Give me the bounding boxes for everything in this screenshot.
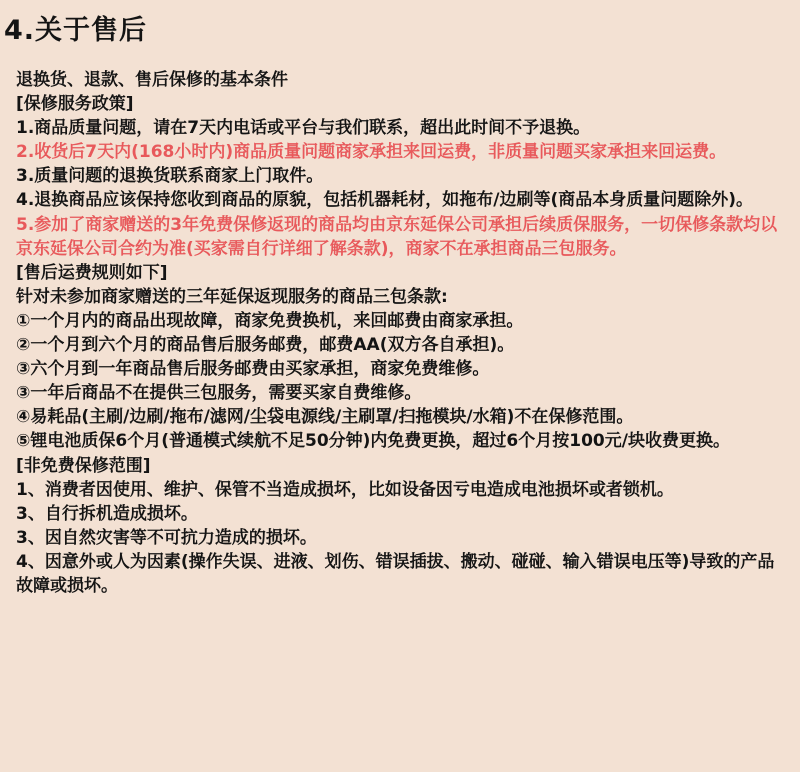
- policy-line-highlight: 2.收货后7天内(168小时内)商品质量问题商家承担来回运费，非质量问题买家承担来回运费。: [16, 142, 727, 163]
- policy-line: 1.商品质量问题，请在7天内电话或平台与我们联系，超出此时间不予退换。: [16, 118, 591, 139]
- policy-line: ③六个月到一年商品售后服务邮费由买家承担，商家免费维修。: [16, 359, 490, 380]
- policy-line: 3、自行拆机造成损坏。: [16, 503, 198, 524]
- policy-line: ①一个月内的商品出现故障，商家免费换机，来回邮费由商家承担。: [16, 310, 524, 331]
- policy-line: [售后运费规则如下]: [16, 262, 168, 283]
- policy-line: ④易耗品(主刷/边刷/拖布/滤网/尘袋电源线/主刷罩/扫拖模块/水箱)不在保修范围。: [16, 407, 634, 428]
- policy-line: 针对未参加商家赠送的三年延保返现服务的商品三包条款:: [16, 286, 448, 307]
- policy-line: 退换货、退款、售后保修的基本条件: [16, 70, 288, 90]
- policy-line: ②一个月到六个月的商品售后服务邮费，邮费AA(双方各自承担)。: [16, 335, 515, 356]
- policy-line: 4、因意外或人为因素(操作失误、进液、划伤、错误插拔、搬动、碰碰、输入错误电压等)导致的产品故障或损坏。: [16, 551, 775, 596]
- policy-line: ③一年后商品不在提供三包服务，需要买家自费维修。: [16, 383, 422, 404]
- section-heading: 4.关于售后: [4, 15, 148, 46]
- policy-line: ⑤锂电池质保6个月(普通模式续航不足50分钟)内免费更换，超过6个月按100元/块收费更换。: [16, 431, 730, 452]
- policy-line: [非免费保修范围]: [16, 455, 151, 476]
- policy-line: [保修服务政策]: [16, 94, 134, 115]
- policy-line: 4.退换商品应该保持您收到商品的原貌，包括机器耗材，如拖布/边刷等(商品本身质量问题除外)。: [16, 190, 754, 211]
- policy-content: [16, 68, 782, 598]
- policy-line: 3、因自然灾害等不可抗力造成的损坏。: [16, 527, 317, 548]
- policy-line: 3.质量问题的退换货联系商家上门取件。: [16, 166, 324, 187]
- policy-line: 1、消费者因使用、维护、保管不当造成损坏，比如设备因亏电造成电池损坏或者锁机。: [16, 479, 674, 500]
- policy-line-highlight: 5.参加了商家赠送的3年免费保修返现的商品均由京东延保公司承担后续质保服务，一切保修条款均以京东延保公司合约为准(买家需自行详细了解条款)，商家不在承担商品三包服务。: [16, 214, 778, 259]
